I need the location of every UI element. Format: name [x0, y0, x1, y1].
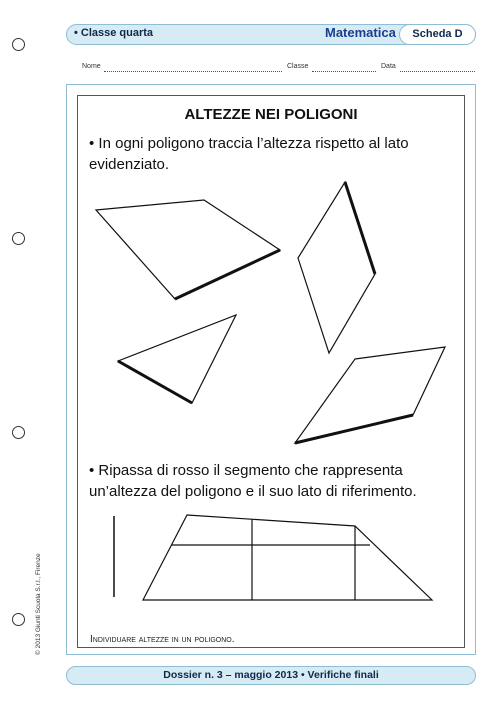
instruction-2: • Ripassa di rosso il segmento che rappresenta un’altezza del poligono e il suo lato di riferimento. [89, 462, 417, 500]
class-label: Classe [287, 63, 309, 70]
worksheet-card-label: Scheda D [399, 24, 476, 45]
parallelogram-figure[interactable] [295, 347, 445, 443]
worksheet-title: ALTEZZE NEI POLIGONI [184, 106, 358, 123]
rhombus-figure[interactable] [298, 182, 375, 353]
name-label: Nome [82, 63, 101, 70]
highlighted-side[interactable] [118, 361, 192, 403]
date-label: Data [381, 63, 396, 70]
quadrilateral-figure[interactable] [96, 200, 280, 299]
learning-objective: Individuare altezze in un poligono. [90, 634, 235, 645]
copyright-note: © 2013 Giunti Scuola S.r.l., Firenze [35, 553, 42, 655]
subject-title: Matematica [325, 25, 396, 40]
trapezoid-grid-figure[interactable] [114, 515, 432, 600]
triangle-figure[interactable] [118, 315, 236, 403]
highlighted-side[interactable] [345, 182, 375, 274]
highlighted-side[interactable] [175, 250, 280, 299]
class-level: • Classe quarta [74, 27, 154, 39]
footer-bar: Dossier n. 3 – maggio 2013 • Verifiche finali [66, 666, 476, 685]
instruction-1: • In ogni poligono traccia l’altezza rispetto al lato evidenziato. [89, 135, 409, 173]
